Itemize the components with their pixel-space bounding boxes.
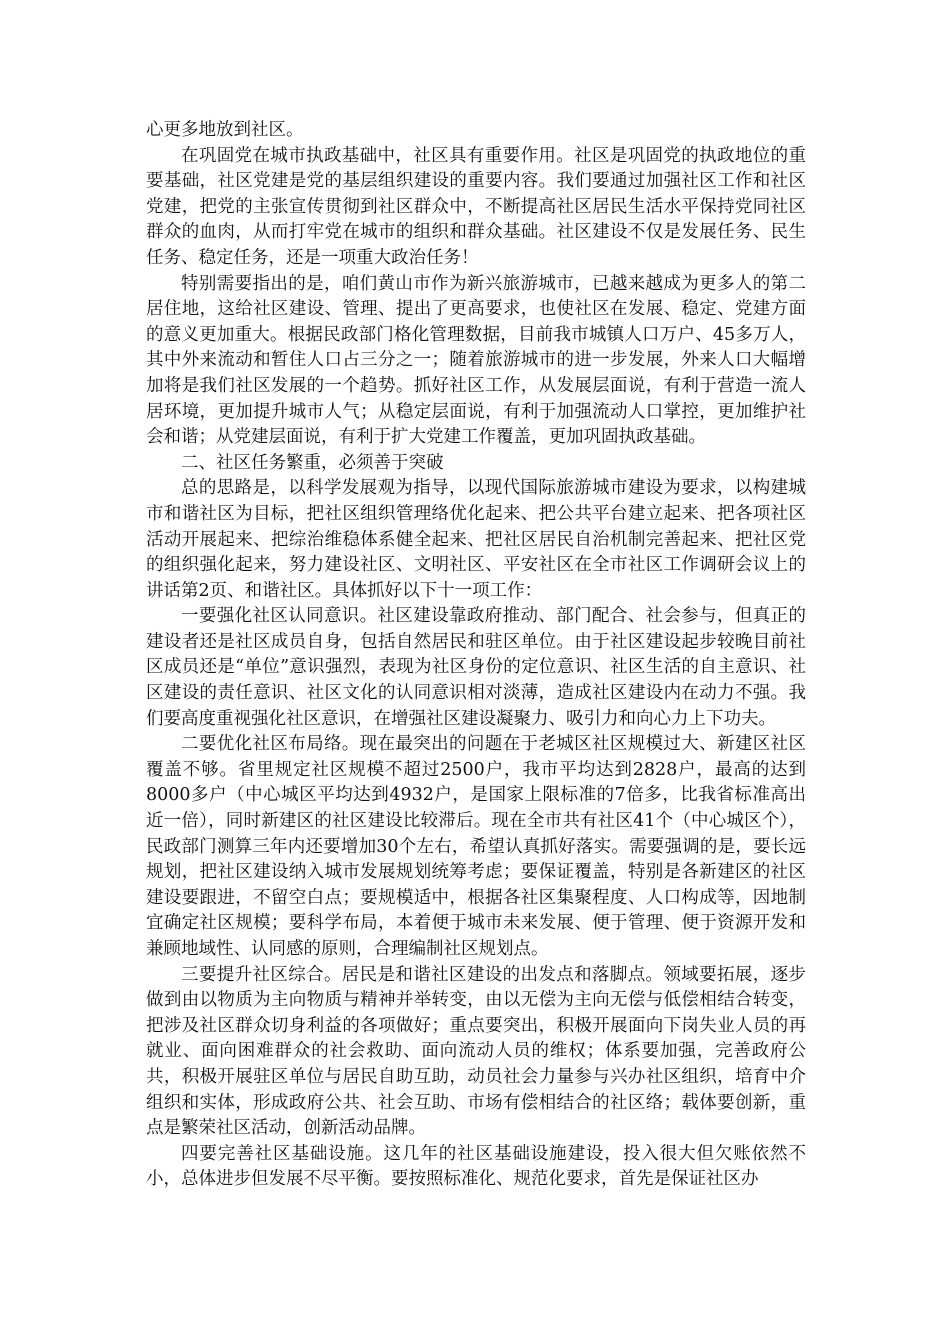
paragraph-huangshan-city: 特别需要指出的是，咱们黄山市作为新兴旅游城市，已越来越成为更多人的第二居住地，这给社区建设、管理、提出了更高要求，也使社区在发展、稳定、党建方面的意义更加重大。根据民政部门格化管理数据，目前我市城镇人口万户、45多万人，其中外来流动和暂住人口占三分之一；随着旅游城市的进一步发展，外来人口大幅增加将是我们社区发展的一个趋势。抓好社区工作，从发展层面说，有利于营造一流人居环境，更加提升城市人气；从稳定层面说，有利于加强流动人口掌控，更加维护社会和谐；从党建层面说，有利于扩大党建工作覆盖，更加巩固执政基础。 [146, 273, 806, 448]
paragraph-continuation: 心更多地放到社区。 [146, 120, 304, 140]
paragraph-overall-approach: 总的思路是，以科学发展观为指导，以现代国际旅游城市建设为要求，以构建城市和谐社区为目标，把社区组织管理络优化起来、把公共平台建立起来、把各项社区活动开展起来、把综治维稳体系健全起来、把社区居民自治机制完善起来、把社区党的组织强化起来，努力建设社区、文明社区、平安社区在全市社区工作调研会议上的讲话第2页、和谐社区。具体抓好以下十一项工作： [146, 478, 806, 601]
paragraph-task-four: 四要完善社区基础设施。这几年的社区基础设施建设，投入很大但欠账依然不小，总体进步但发展不尽平衡。要按照标准化、规范化要求，首先是保证社区办 [146, 1143, 806, 1190]
section-heading: 二、社区任务繁重，必须善于突破 [181, 452, 444, 473]
paragraph-task-three: 三要提升社区综合。居民是和谐社区建设的出发点和落脚点。领域要拓展，逐步做到由以物质为主向物质与精神并举转变，由以无偿为主向无偿与低偿相结合转变，把涉及社区群众切身利益的各项做好；重点要突出，积极开展面向下岗失业人员的再就业、面向困难群众的社会救助、面向流动人员的维权；体系要加强，完善政府公共，积极开展驻区单位与居民自助互助，动员社会力量参与兴办社区组织，培育中介组织和实体，形成政府公共、社会互助、市场有偿相结合的社区络；载体要创新，重点是繁荣社区活动，创新活动品牌。 [146, 964, 806, 1139]
paragraph-task-two: 二要优化社区布局络。现在最突出的问题在于老城区社区规模过大、新建区社区覆盖不够。省里规定社区规模不超过2500户，我市平均达到2828户，最高的达到8000多户（中心城区平均达到4932户，是国家上限标准的7倍多，比我省标准高出近一倍），同时新建区的社区建设比较滞后。现在全市共有社区41个（中心城区个），民政部门测算三年内还要增加30个左右，希望认真抓好落实。需要强调的是，要长远规划，把社区建设纳入城市发展规划统筹考虑；要保证覆盖，特别是各新建区的社区建设要跟进，不留空白点；要规模适中，根据各社区集聚程度、人口构成等，因地制宜确定社区规模；要科学布局，本着便于城市未来发展、便于管理、便于资源开发和兼顾地域性、认同感的原则，合理编制社区规划点。 [146, 734, 806, 959]
document-page [146, 118, 806, 1193]
paragraph-party-foundation: 在巩固党在城市执政基础中，社区具有重要作用。社区是巩固党的执政地位的重要基础，社区党建是党的基层组织建设的重要内容。我们要通过加强社区工作和社区党建，把党的主张宣传贯彻到社区群众中，不断提高社区居民生活水平保持党同社区群众的血肉，从而打牢党在城市的组织和群众基础。社区建设不仅是发展任务、民生任务、稳定任务，还是一项重大政治任务！ [146, 145, 806, 268]
paragraph-task-one: 一要强化社区认同意识。社区建设靠政府推动、部门配合、社会参与，但真正的建设者还是社区成员自身，包括自然居民和驻区单位。由于社区建设起步较晚目前社区成员还是“单位”意识强烈，表现为社区身份的定位意识、社区生活的自主意识、社区建设的责任意识、社区文化的认同意识相对淡薄，造成社区建设内在动力不强。我们要高度重视强化社区意识，在增强社区建设凝聚力、吸引力和向心力上下功夫。 [146, 606, 806, 729]
